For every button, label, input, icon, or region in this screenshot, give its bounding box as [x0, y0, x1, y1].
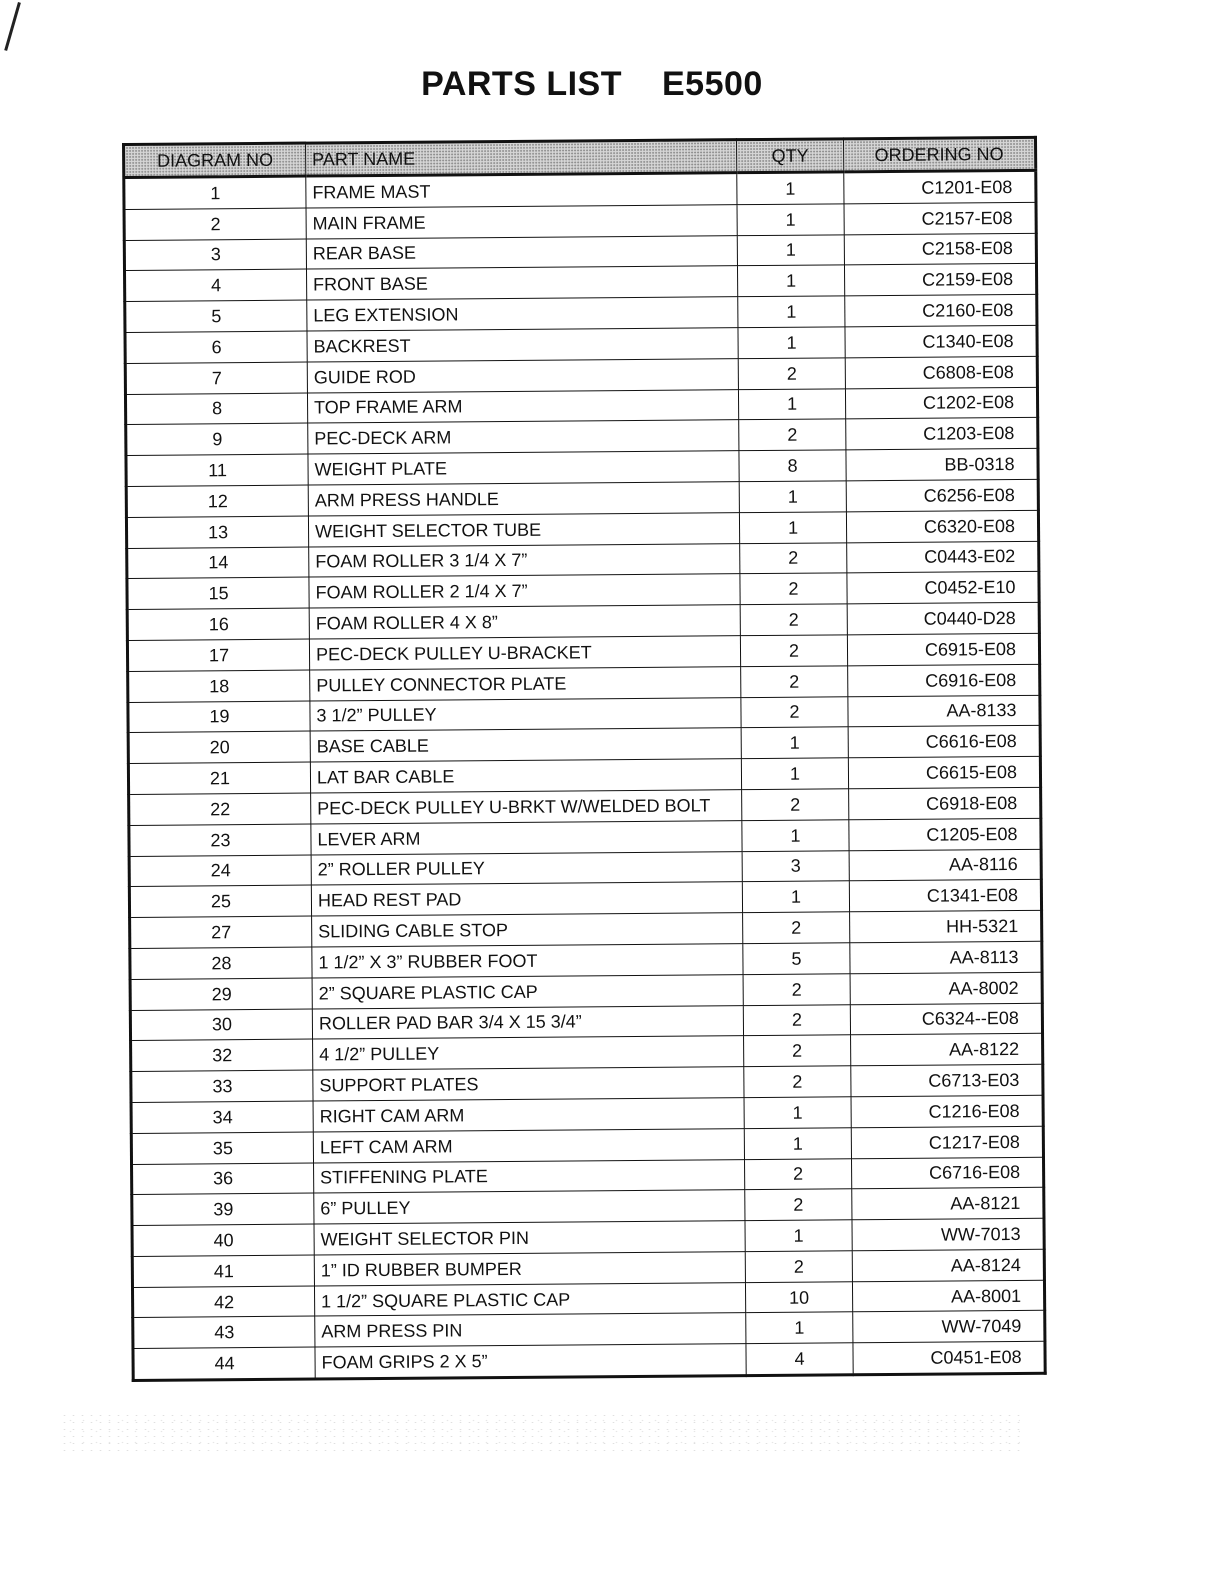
cell-ordering-no: C1216-E08	[851, 1095, 1043, 1127]
scan-noise	[60, 1412, 1020, 1452]
cell-diagram-no: 17	[127, 639, 309, 671]
cell-qty: 1	[744, 1128, 851, 1160]
cell-diagram-no: 11	[126, 454, 308, 486]
cell-diagram-no: 43	[133, 1317, 315, 1349]
cell-ordering-no: C6256-E08	[846, 479, 1038, 511]
cell-ordering-no: C6915-E08	[847, 633, 1039, 665]
cell-diagram-no: 42	[132, 1286, 314, 1318]
cell-diagram-no: 32	[131, 1039, 313, 1071]
cell-part-name: 4 1/2” PULLEY	[313, 1036, 744, 1070]
cell-qty: 2	[745, 1189, 852, 1221]
cell-qty: 1	[738, 296, 845, 328]
cell-part-name: BACKREST	[307, 328, 738, 362]
cell-diagram-no: 21	[128, 762, 310, 794]
cell-qty: 1	[746, 1312, 853, 1344]
cell-qty: 1	[742, 881, 849, 913]
cell-ordering-no: AA-8001	[852, 1280, 1044, 1312]
cell-qty: 2	[738, 358, 845, 390]
cell-qty: 2	[740, 635, 847, 667]
cell-diagram-no: 34	[131, 1101, 313, 1133]
cell-ordering-no: C2160-E08	[845, 295, 1037, 327]
cell-qty: 1	[737, 234, 844, 266]
cell-ordering-no: AA-8133	[848, 695, 1040, 727]
cell-qty: 2	[744, 1158, 851, 1190]
cell-diagram-no: 6	[125, 331, 307, 363]
cell-ordering-no: C6615-E08	[848, 756, 1040, 788]
cell-diagram-no: 5	[125, 300, 307, 332]
cell-ordering-no: C6320-E08	[846, 510, 1038, 542]
cell-qty: 1	[741, 727, 848, 759]
cell-qty: 2	[743, 912, 850, 944]
cell-qty: 1	[737, 204, 844, 236]
cell-ordering-no: WW-7049	[853, 1311, 1045, 1343]
cell-ordering-no: C2158-E08	[844, 233, 1036, 265]
cell-ordering-no: HH-5321	[850, 910, 1042, 942]
cell-qty: 2	[743, 1004, 850, 1036]
cell-qty: 1	[745, 1220, 852, 1252]
cell-qty: 2	[742, 789, 849, 821]
cell-part-name: LEVER ARM	[311, 820, 742, 854]
cell-qty: 1	[738, 327, 845, 359]
cell-diagram-no: 1	[124, 176, 306, 209]
cell-ordering-no: C6713-E03	[851, 1064, 1043, 1096]
cell-ordering-no: AA-8113	[850, 941, 1042, 973]
cell-diagram-no: 33	[131, 1070, 313, 1102]
cell-part-name: PULLEY CONNECTOR PLATE	[310, 666, 741, 700]
cell-ordering-no: C0443-E02	[847, 541, 1039, 573]
cell-diagram-no: 39	[132, 1193, 314, 1225]
cell-ordering-no: C6808-E08	[845, 356, 1037, 388]
cell-part-name: WEIGHT SELECTOR TUBE	[308, 512, 739, 546]
cell-part-name: ARM PRESS PIN	[315, 1313, 746, 1347]
cell-part-name: LEG EXTENSION	[307, 297, 738, 331]
cell-diagram-no: 36	[132, 1163, 314, 1195]
cell-ordering-no: AA-8124	[852, 1249, 1044, 1281]
cell-diagram-no: 9	[126, 423, 308, 455]
cell-diagram-no: 18	[128, 670, 310, 702]
cell-part-name: 1 1/2” X 3” RUBBER FOOT	[312, 944, 743, 978]
header-qty: QTY	[736, 139, 843, 173]
cell-diagram-no: 16	[127, 608, 309, 640]
cell-diagram-no: 35	[131, 1132, 313, 1164]
cell-diagram-no: 7	[125, 362, 307, 394]
cell-diagram-no: 20	[128, 731, 310, 763]
cell-qty: 2	[744, 1035, 851, 1067]
cell-qty: 1	[739, 481, 846, 513]
cell-qty: 2	[740, 604, 847, 636]
cell-part-name: 6” PULLEY	[314, 1190, 745, 1224]
cell-part-name: LEFT CAM ARM	[313, 1128, 744, 1162]
page-title	[0, 65, 1184, 104]
cell-diagram-no: 13	[126, 516, 308, 548]
cell-ordering-no: C0452-E10	[847, 572, 1039, 604]
cell-diagram-no: 4	[125, 269, 307, 301]
cell-ordering-no: C2157-E08	[844, 202, 1036, 234]
cell-qty: 5	[743, 943, 850, 975]
cell-diagram-no: 28	[130, 947, 312, 979]
cell-diagram-no: 44	[133, 1347, 315, 1380]
cell-part-name: RIGHT CAM ARM	[313, 1098, 744, 1132]
cell-qty: 2	[743, 974, 850, 1006]
cell-part-name: WEIGHT SELECTOR PIN	[314, 1221, 745, 1255]
cell-part-name: ARM PRESS HANDLE	[308, 482, 739, 516]
cell-part-name: FOAM ROLLER 3 1/4 X 7”	[309, 543, 740, 577]
cell-part-name: 3 1/2” PULLEY	[310, 697, 741, 731]
cell-qty: 8	[739, 450, 846, 482]
cell-ordering-no: C1341-E08	[849, 880, 1041, 912]
cell-qty: 1	[742, 820, 849, 852]
cell-qty: 2	[745, 1251, 852, 1283]
cell-diagram-no: 19	[128, 701, 310, 733]
cell-part-name: ROLLER PAD BAR 3/4 X 15 3/4”	[312, 1005, 743, 1039]
cell-qty: 2	[741, 666, 848, 698]
cell-part-name: TOP FRAME ARM	[307, 389, 738, 423]
cell-ordering-no: C2159-E08	[844, 264, 1036, 296]
cell-ordering-no: C0451-E08	[853, 1342, 1045, 1375]
cell-qty: 1	[738, 388, 845, 420]
header-diagram-no: DIAGRAM NO	[124, 143, 306, 177]
cell-part-name: MAIN FRAME	[306, 204, 737, 238]
cell-ordering-no: C1217-E08	[851, 1126, 1043, 1158]
cell-diagram-no: 23	[129, 824, 311, 856]
cell-qty: 2	[744, 1066, 851, 1098]
cell-diagram-no: 2	[124, 208, 306, 240]
cell-diagram-no: 40	[132, 1224, 314, 1256]
cell-qty: 2	[740, 542, 847, 574]
cell-ordering-no: AA-8122	[851, 1034, 1043, 1066]
header-ordering-no: ORDERING NO	[843, 137, 1035, 172]
cell-part-name: 1” ID RUBBER BUMPER	[314, 1252, 745, 1286]
cell-qty: 1	[737, 265, 844, 297]
cell-ordering-no: C1205-E08	[849, 818, 1041, 850]
parts-table-body	[124, 170, 1045, 1380]
cell-diagram-no: 15	[127, 577, 309, 609]
parts-table	[122, 136, 1047, 1382]
title-heading: PARTS LIST	[421, 64, 622, 103]
cell-diagram-no: 29	[130, 978, 312, 1010]
cell-diagram-no: 41	[132, 1255, 314, 1287]
cell-diagram-no: 24	[129, 855, 311, 887]
header-part-name: PART NAME	[306, 140, 737, 176]
cell-ordering-no: C1201-E08	[844, 170, 1036, 203]
cell-part-name: FOAM GRIPS 2 X 5”	[315, 1344, 746, 1379]
cell-qty: 10	[745, 1281, 852, 1313]
cell-ordering-no: C6918-E08	[849, 787, 1041, 819]
cell-part-name: 2” SQUARE PLASTIC CAP	[312, 974, 743, 1008]
cell-ordering-no: C1202-E08	[845, 387, 1037, 419]
cell-part-name: PEC-DECK ARM	[308, 420, 739, 454]
cell-ordering-no: C1203-E08	[846, 418, 1038, 450]
cell-qty: 2	[739, 419, 846, 451]
cell-qty: 2	[740, 573, 847, 605]
cell-qty: 1	[737, 172, 844, 205]
cell-part-name: FOAM ROLLER 4 X 8”	[309, 605, 740, 639]
cell-part-name: FRONT BASE	[306, 266, 737, 300]
cell-part-name: STIFFENING PLATE	[314, 1159, 745, 1193]
title-model-number: E5500	[662, 64, 763, 103]
cell-ordering-no: AA-8121	[852, 1188, 1044, 1220]
cell-qty: 1	[744, 1097, 851, 1129]
cell-part-name: FRAME MAST	[306, 173, 737, 208]
cell-ordering-no: C1340-E08	[845, 325, 1037, 357]
cell-ordering-no: C6716-E08	[851, 1157, 1043, 1189]
cell-part-name: FOAM ROLLER 2 1/4 X 7”	[309, 574, 740, 608]
cell-part-name: PEC-DECK PULLEY U-BRKT W/WELDED BOLT	[311, 790, 742, 824]
cell-diagram-no: 3	[124, 239, 306, 271]
cell-ordering-no: C6324--E08	[850, 1003, 1042, 1035]
cell-diagram-no: 14	[127, 547, 309, 579]
cell-diagram-no: 27	[130, 916, 312, 948]
cell-qty: 4	[746, 1343, 853, 1376]
pen-slash-mark	[4, 2, 21, 51]
cell-part-name: 2” ROLLER PULLEY	[311, 851, 742, 885]
cell-part-name: SUPPORT PLATES	[313, 1067, 744, 1101]
cell-ordering-no: C6616-E08	[848, 726, 1040, 758]
cell-part-name: WEIGHT PLATE	[308, 451, 739, 485]
cell-ordering-no: AA-8116	[849, 849, 1041, 881]
cell-ordering-no: BB-0318	[846, 448, 1038, 480]
cell-diagram-no: 8	[125, 393, 307, 425]
cell-qty: 2	[741, 696, 848, 728]
cell-diagram-no: 25	[129, 885, 311, 917]
cell-part-name: HEAD REST PAD	[311, 882, 742, 916]
cell-part-name: SLIDING CABLE STOP	[312, 913, 743, 947]
cell-part-name: LAT BAR CABLE	[310, 759, 741, 793]
cell-part-name: PEC-DECK PULLEY U-BRACKET	[309, 636, 740, 670]
cell-part-name: GUIDE ROD	[307, 358, 738, 392]
cell-part-name: REAR BASE	[306, 235, 737, 269]
cell-ordering-no: C0440-D28	[847, 602, 1039, 634]
cell-diagram-no: 30	[130, 1009, 312, 1041]
cell-ordering-no: WW-7013	[852, 1218, 1044, 1250]
cell-qty: 1	[741, 758, 848, 790]
cell-qty: 1	[739, 512, 846, 544]
cell-ordering-no: C6916-E08	[848, 664, 1040, 696]
cell-qty: 3	[742, 850, 849, 882]
cell-part-name: 1 1/2” SQUARE PLASTIC CAP	[314, 1282, 745, 1316]
cell-ordering-no: AA-8002	[850, 972, 1042, 1004]
table-row	[133, 1342, 1045, 1381]
cell-diagram-no: 12	[126, 485, 308, 517]
cell-diagram-no: 22	[129, 793, 311, 825]
cell-part-name: BASE CABLE	[310, 728, 741, 762]
